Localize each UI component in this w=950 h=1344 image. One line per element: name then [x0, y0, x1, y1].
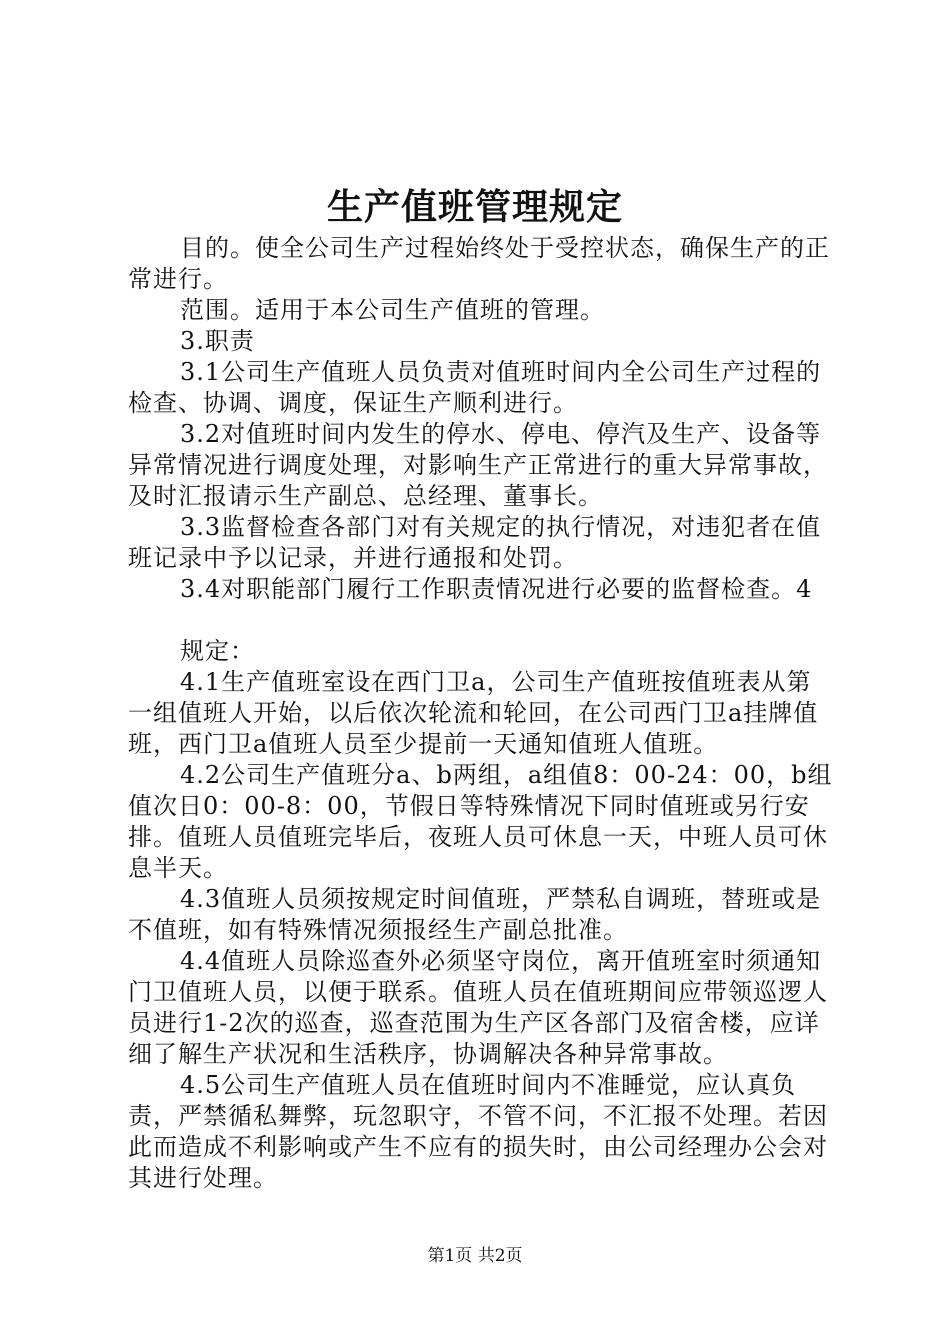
paragraph-rule-4-5: 4.5公司生产值班人员在值班时间内不准睡觉，应认真负责，严禁循私舞弊，玩忽职守，不管不问，不汇报不处理。若因此而造成不利影响或产生不应有的损失时，由公司经理办公会对其进行处理。: [128, 1071, 828, 1192]
paragraph-duties-heading: 3.职责: [180, 327, 255, 355]
paragraph-rule-4-2: 4.2公司生产值班分a、b两组，a组值8：00-24：00，b组值次日0：00-8：00，节假日等特殊情况下同时值班或另行安排。值班人员值班完毕后，夜班人员可休息一天，中班人员可休息半天。: [128, 761, 833, 882]
paragraph-rules-heading: 规定：: [180, 637, 255, 665]
paragraph-purpose: 目的。使全公司生产过程始终处于受控状态，确保生产的正常进行。: [128, 234, 830, 293]
paragraph-rule-4-3: 4.3值班人员须按规定时间值班，严禁私自调班，替班或是不值班，如有特殊情况须报经生产副总批准。: [128, 885, 822, 944]
document-body: [128, 233, 836, 1194]
paragraph-duty-3-3: 3.3监督检查各部门对有关规定的执行情况，对违犯者在值班记录中予以记录，并进行通报和处罚。: [128, 513, 822, 572]
paragraph-duty-3-1: 3.1公司生产值班人员负责对值班时间内全公司生产过程的检查、协调、调度，保证生产顺利进行。: [128, 358, 822, 417]
paragraph-scope: 范围。适用于本公司生产值班的管理。: [180, 296, 605, 324]
blank-line: [128, 605, 836, 636]
paragraph-duty-3-2: 3.2对值班时间内发生的停水、停电、停汽及生产、设备等异常情况进行调度处理，对影响生产正常进行的重大异常事故，及时汇报请示生产副总、总经理、董事长。: [128, 420, 828, 510]
document-title: 生产值班管理规定: [326, 186, 623, 228]
paragraph-duty-3-4: 3.4对职能部门履行工作职责情况进行必要的监督检查。4: [180, 575, 813, 603]
paragraph-rule-4-4: 4.4值班人员除巡查外必须坚守岗位，离开值班室时须通知门卫值班人员，以便于联系。值班人员在值班期间应带领巡逻人员进行1-2次的巡查，巡查范围为生产区各部门及宿舍楼，应详细了解生产状况和生活秩序，协调解决各种异常事故。: [128, 947, 828, 1068]
page-footer: 第1页 共2页: [427, 1246, 523, 1266]
paragraph-rule-4-1: 4.1生产值班室设在西门卫a，公司生产值班按值班表从第一组值班人开始，以后依次轮流和轮回，在公司西门卫a挂牌值班，西门卫a值班人员至少提前一天通知值班人值班。: [128, 668, 819, 758]
